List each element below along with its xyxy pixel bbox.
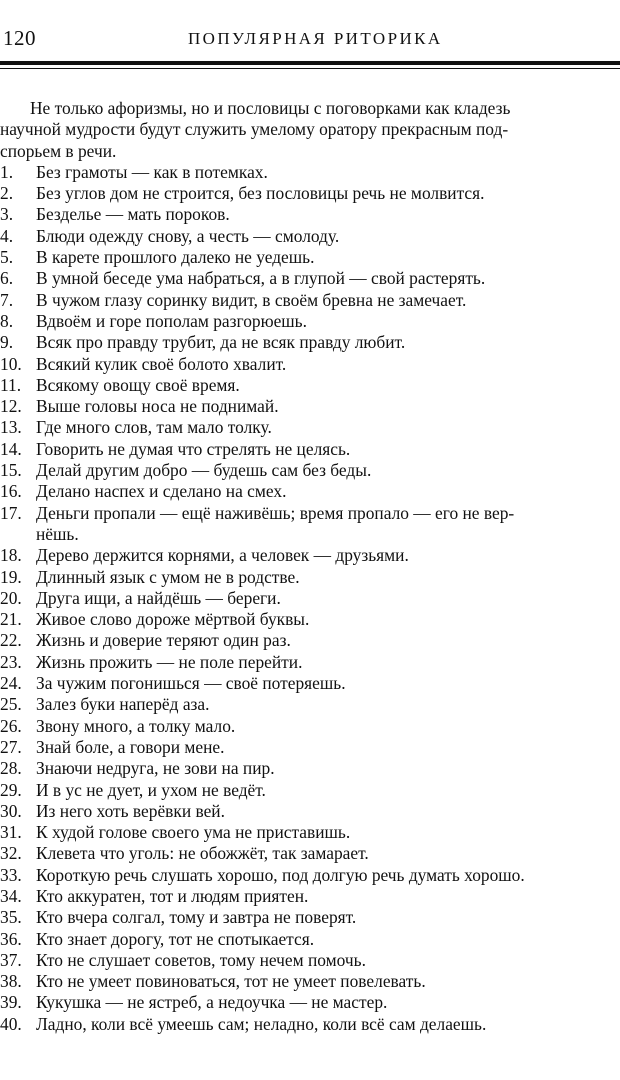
proverb-number: 18. xyxy=(0,545,22,566)
proverb-item xyxy=(0,226,620,247)
proverb-number: 33. xyxy=(0,864,22,885)
proverb-text-wrap xyxy=(36,673,620,694)
proverb-text: Делай другим добро — будешь сам без беды. xyxy=(36,460,372,481)
proverb-number: 13. xyxy=(0,417,22,438)
proverb-item xyxy=(0,417,620,438)
proverb-text: Выше головы носа не поднимай. xyxy=(36,396,279,417)
proverb-text-wrap xyxy=(36,183,620,204)
page-number: 120 xyxy=(3,26,36,50)
proverb-text-wrap xyxy=(36,1014,620,1035)
proverb-text-wrap xyxy=(36,950,620,971)
proverb-number: 21. xyxy=(0,609,22,630)
proverb-text: Деньги пропали — ещё наживёшь; время пропало — его не вер- xyxy=(36,502,515,523)
intro-line: научной мудрости будут служить умелому оратору прекрасным под- xyxy=(0,119,509,140)
proverb-text: Кукушка — не ястреб, а недоучка — не мастер. xyxy=(36,992,388,1013)
proverb-text: Звону много, а толку мало. xyxy=(36,715,236,736)
proverb-text: Всякому овощу своё время. xyxy=(36,374,240,395)
proverb-text: Из него хоть верёвки вей. xyxy=(36,800,225,821)
proverb-number: 5. xyxy=(0,247,14,268)
proverb-number: 30. xyxy=(0,800,22,821)
proverb-number: 38. xyxy=(0,971,22,992)
proverb-number: 1. xyxy=(0,161,14,182)
proverb-text: Знай боле, а говори мене. xyxy=(36,736,225,757)
proverb-item xyxy=(0,247,620,268)
proverb-text: Кто аккуратен, тот и людям приятен. xyxy=(36,885,309,906)
proverb-number: 23. xyxy=(0,651,22,672)
proverb-text-wrap xyxy=(36,630,620,651)
proverb-item xyxy=(0,439,620,460)
proverb-text: Вдвоём и горе пополам разгорюешь. xyxy=(36,310,307,331)
proverb-text-wrap xyxy=(36,865,620,886)
proverb-text-wrap xyxy=(36,694,620,715)
proverb-item xyxy=(0,375,620,396)
proverb-number: 10. xyxy=(0,353,22,374)
proverb-item xyxy=(0,929,620,950)
proverb-text: В умной беседе ума набраться, а в глупой — свой растерять. xyxy=(36,268,486,289)
proverb-number: 25. xyxy=(0,694,22,715)
proverb-item xyxy=(0,822,620,843)
proverb-number: 35. xyxy=(0,907,22,928)
proverb-number: 3. xyxy=(0,204,14,225)
proverb-item xyxy=(0,843,620,864)
proverb-text: К худой голове своего ума не приставишь. xyxy=(36,822,351,843)
proverb-text-wrap xyxy=(36,609,620,630)
proverb-number: 29. xyxy=(0,779,22,800)
proverb-number: 17. xyxy=(0,502,22,523)
proverb-text: Всякий кулик своё болото хвалит. xyxy=(36,353,287,374)
proverb-text-wrap xyxy=(36,290,620,311)
proverb-item xyxy=(0,886,620,907)
proverb-number: 4. xyxy=(0,225,14,246)
proverb-text-wrap xyxy=(36,481,620,502)
proverb-number: 26. xyxy=(0,715,22,736)
proverb-text-wrap xyxy=(36,545,620,566)
proverb-item xyxy=(0,865,620,886)
proverb-text-wrap xyxy=(36,311,620,332)
proverb-item xyxy=(0,737,620,758)
proverb-item xyxy=(0,716,620,737)
proverb-text: За чужим погонишься — своё потеряешь. xyxy=(36,673,346,694)
proverb-text: Длинный язык с умом не в родстве. xyxy=(36,566,300,587)
proverb-item xyxy=(0,758,620,779)
proverb-number: 27. xyxy=(0,736,22,757)
proverb-number: 28. xyxy=(0,758,22,779)
proverb-text: Делано наспех и сделано на смех. xyxy=(36,481,287,502)
proverb-number: 20. xyxy=(0,587,22,608)
proverb-text: Всяк про правду трубит, да не всяк правду любит. xyxy=(36,332,406,353)
proverb-text-wrap xyxy=(36,907,620,928)
proverb-text-wrap xyxy=(36,929,620,950)
proverb-text: Безделье — мать пороков. xyxy=(36,204,230,225)
page-body xyxy=(0,98,620,1035)
proverb-text: Кто вчера солгал, тому и завтра не поверят. xyxy=(36,907,357,928)
proverb-number: 9. xyxy=(0,332,14,353)
proverb-list xyxy=(0,162,620,1035)
proverb-text-wrap xyxy=(36,247,620,268)
proverb-item xyxy=(0,652,620,673)
proverb-text-wrap xyxy=(36,992,620,1013)
proverb-text: Живое слово дороже мёртвой буквы. xyxy=(36,609,310,630)
proverb-text: Залез буки наперёд аза. xyxy=(36,694,210,715)
proverb-item xyxy=(0,694,620,715)
proverb-number: 7. xyxy=(0,289,14,310)
proverb-text: Где много слов, там мало толку. xyxy=(36,417,272,438)
proverb-item xyxy=(0,801,620,822)
proverb-item xyxy=(0,630,620,651)
proverb-text-wrap xyxy=(36,843,620,864)
proverb-number: 11. xyxy=(0,374,22,395)
proverb-text-wrap xyxy=(36,460,620,481)
proverb-text-wrap xyxy=(36,332,620,353)
proverb-number: 34. xyxy=(0,885,22,906)
proverb-number: 2. xyxy=(0,183,14,204)
proverb-number: 6. xyxy=(0,268,14,289)
proverb-number: 22. xyxy=(0,630,22,651)
proverb-number: 8. xyxy=(0,310,14,331)
proverb-text: Говорить не думая что стрелять не целясь. xyxy=(36,438,351,459)
proverb-text-wrap xyxy=(36,439,620,460)
intro-paragraph xyxy=(0,98,620,162)
proverb-number: 24. xyxy=(0,673,22,694)
proverb-text-wrap xyxy=(36,886,620,907)
proverb-text-wrap xyxy=(36,758,620,779)
proverb-item xyxy=(0,460,620,481)
proverb-number: 15. xyxy=(0,460,22,481)
proverb-number: 37. xyxy=(0,949,22,970)
proverb-item xyxy=(0,673,620,694)
proverb-text-wrap xyxy=(36,971,620,992)
proverb-item xyxy=(0,503,620,546)
proverb-text-wrap xyxy=(36,780,620,801)
proverb-text-wrap xyxy=(36,822,620,843)
page-header xyxy=(0,26,620,52)
proverb-item xyxy=(0,950,620,971)
proverb-text: Кто не слушает советов, тому нечем помочь. xyxy=(36,949,366,970)
running-title: ПОПУЛЯРНАЯ РИТОРИКА xyxy=(188,29,443,48)
proverb-text: Клевета что уголь: не обожжёт, так замарает. xyxy=(36,843,369,864)
proverb-text: Блюди одежду снову, а честь — смолоду. xyxy=(36,225,340,246)
proverb-text: Жизнь прожить — не поле перейти. xyxy=(36,651,303,672)
proverb-item xyxy=(0,481,620,502)
proverb-number: 14. xyxy=(0,438,22,459)
proverb-number: 40. xyxy=(0,1013,22,1034)
proverb-text-wrap xyxy=(36,204,620,225)
proverb-item xyxy=(0,588,620,609)
proverb-text-wrap xyxy=(36,226,620,247)
proverb-text: Знаючи недруга, не зови на пир. xyxy=(36,758,275,779)
proverb-item xyxy=(0,780,620,801)
proverb-number: 12. xyxy=(0,396,22,417)
proverb-text: Кто не умеет повиноваться, тот не умеет повелевать. xyxy=(36,971,426,992)
proverb-text-wrap xyxy=(36,716,620,737)
proverb-text: Кто знает дорогу, тот не спотыкается. xyxy=(36,928,315,949)
proverb-item xyxy=(0,1014,620,1035)
proverb-text-wrap xyxy=(36,503,620,546)
proverb-item xyxy=(0,396,620,417)
proverb-text: Жизнь и доверие теряют один раз. xyxy=(36,630,291,651)
proverb-text-wrap xyxy=(36,354,620,375)
proverb-text-wrap xyxy=(36,396,620,417)
proverb-item xyxy=(0,971,620,992)
proverb-text-wrap xyxy=(36,162,620,183)
proverb-item xyxy=(0,567,620,588)
proverb-text-wrap xyxy=(36,567,620,588)
proverb-item xyxy=(0,332,620,353)
proverb-item xyxy=(0,354,620,375)
proverb-item xyxy=(0,183,620,204)
proverb-text: Без грамоты — как в потемках. xyxy=(36,161,268,182)
proverb-item xyxy=(0,268,620,289)
proverb-text: Без углов дом не строится, без пословицы речь не молвится. xyxy=(36,183,485,204)
intro-line: спорьем в речи. xyxy=(0,140,117,161)
proverb-text-wrap xyxy=(36,737,620,758)
proverb-text: Короткую речь слушать хорошо, под долгую речь думать хорошо. xyxy=(36,864,525,885)
proverb-text-wrap xyxy=(36,652,620,673)
proverb-text-continuation: нёшь. xyxy=(36,523,79,544)
proverb-text: В карете прошлого далеко не уедешь. xyxy=(36,247,315,268)
proverb-text: В чужом глазу соринку видит, в своём бревна не замечает. xyxy=(36,289,467,310)
intro-line: Не только афоризмы, но и пословицы с поговорками как кладезь xyxy=(30,98,511,118)
header-rule-thick xyxy=(0,61,620,65)
proverb-number: 36. xyxy=(0,928,22,949)
proverb-text-wrap xyxy=(36,417,620,438)
proverb-item xyxy=(0,545,620,566)
proverb-number: 39. xyxy=(0,992,22,1013)
proverb-text-wrap xyxy=(36,375,620,396)
proverb-item xyxy=(0,162,620,183)
proverb-item xyxy=(0,907,620,928)
proverb-text: Дерево держится корнями, а человек — друзьями. xyxy=(36,545,409,566)
proverb-number: 31. xyxy=(0,822,22,843)
proverb-text: Ладно, коли всё умеешь сам; неладно, коли всё сам делаешь. xyxy=(36,1013,487,1034)
proverb-text: И в ус не дует, и ухом не ведёт. xyxy=(36,779,266,800)
proverb-item xyxy=(0,609,620,630)
proverb-item xyxy=(0,992,620,1013)
proverb-text: Друга ищи, а найдёшь — береги. xyxy=(36,587,281,608)
proverb-text-wrap xyxy=(36,268,620,289)
proverb-number: 19. xyxy=(0,566,22,587)
header-rule-thin xyxy=(0,68,620,69)
proverb-text-wrap xyxy=(36,588,620,609)
proverb-number: 32. xyxy=(0,843,22,864)
proverb-item xyxy=(0,311,620,332)
proverb-number: 16. xyxy=(0,481,22,502)
proverb-item xyxy=(0,204,620,225)
proverb-text-wrap xyxy=(36,801,620,822)
proverb-item xyxy=(0,290,620,311)
